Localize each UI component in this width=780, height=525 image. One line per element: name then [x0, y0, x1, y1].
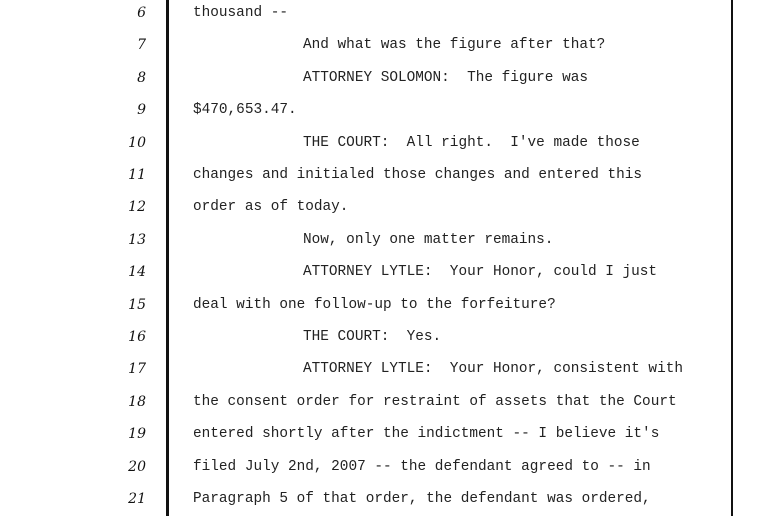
line-text: Now, only one matter remains.: [303, 231, 554, 248]
line-text: THE COURT: All right. I've made those: [303, 134, 640, 151]
line-number: 15: [128, 296, 146, 313]
transcript-line: [0, 331, 780, 363]
line-text: $470,653.47.: [193, 102, 297, 119]
transcript-line: [0, 458, 780, 493]
transcript-line: [0, 393, 780, 428]
line-text: ATTORNEY LYTLE: Your Honor, consistent with: [303, 361, 683, 378]
line-text: order as of today.: [193, 199, 349, 216]
line-number: 21: [128, 491, 146, 507]
line-text: ATTORNEY LYTLE: Your Honor, could I just: [303, 264, 658, 281]
line-text: Paragraph 5 of that order, the defendant was ordered,: [193, 491, 651, 507]
line-number: 17: [128, 361, 146, 378]
line-number: 13: [128, 231, 146, 248]
line-number: 20: [128, 458, 146, 475]
transcript-line: [0, 363, 780, 395]
line-text: changes and initialed those changes and entered this: [193, 167, 643, 183]
transcript-line: [0, 266, 780, 298]
transcript-line: [0, 69, 780, 104]
line-number: 11: [128, 167, 146, 183]
transcript-line: [0, 296, 780, 331]
transcript-line: [0, 169, 780, 201]
line-text: deal with one follow-up to the forfeiture?: [193, 296, 556, 313]
transcript-line: [0, 428, 780, 460]
line-number: 9: [137, 102, 146, 119]
transcript-line: [0, 201, 780, 233]
line-text: entered shortly after the indictment -- I believe it's: [193, 426, 660, 443]
line-text: ATTORNEY SOLOMON: The figure was: [303, 69, 588, 86]
line-text: the consent order for restraint of assets that the Court: [193, 393, 677, 410]
line-number: 8: [137, 69, 146, 86]
line-number: 14: [128, 264, 146, 281]
transcript-line: [0, 231, 780, 266]
transcript-line: [0, 39, 780, 71]
line-text: thousand --: [193, 5, 288, 21]
line-text: And what was the figure after that?: [303, 37, 606, 54]
transcript-line: [0, 7, 780, 39]
line-text: THE COURT: Yes.: [303, 329, 442, 345]
transcript-line: [0, 104, 780, 136]
line-number: 7: [137, 37, 146, 54]
line-number: 10: [128, 134, 146, 151]
line-number: 16: [128, 329, 146, 345]
transcript-line: [0, 134, 780, 169]
line-number: 12: [128, 199, 146, 216]
line-number: 18: [128, 393, 146, 410]
line-text: filed July 2nd, 2007 -- the defendant agreed to -- in: [193, 458, 651, 475]
line-number: 6: [137, 5, 146, 21]
line-number: 19: [128, 426, 146, 443]
transcript-line: [0, 493, 780, 525]
